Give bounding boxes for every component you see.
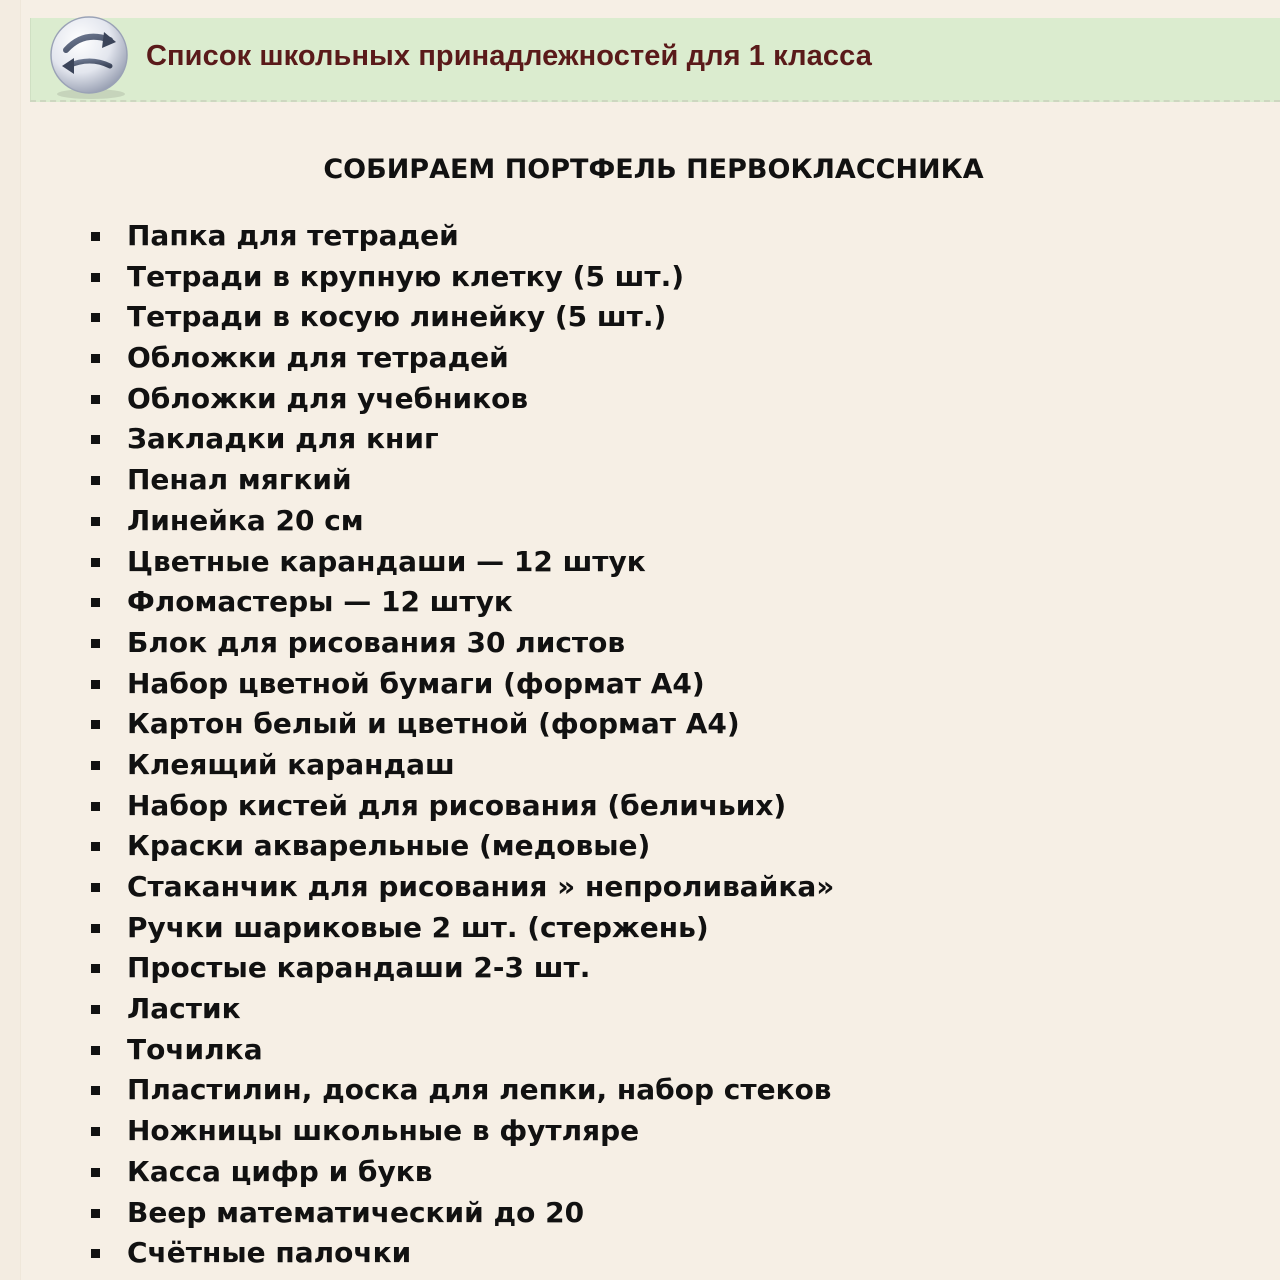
list-item <box>86 216 834 257</box>
list-item <box>86 989 834 1030</box>
supply-list <box>86 216 834 1274</box>
bullet-icon <box>91 435 100 444</box>
list-item <box>86 908 834 949</box>
list-item-label: Счётные палочки <box>127 1236 412 1270</box>
bullet-icon <box>91 1209 100 1218</box>
list-item-label: Ножницы школьные в футляре <box>127 1114 640 1148</box>
bullet-icon <box>91 598 100 607</box>
header-divider <box>30 100 1280 102</box>
list-item-label: Клеящий карандаш <box>127 747 455 781</box>
bullet-icon <box>91 273 100 282</box>
list-item-label: Обложки для тетрадей <box>127 341 509 375</box>
list-item-label: Блок для рисования 30 листов <box>127 625 626 659</box>
list-item <box>86 1070 834 1111</box>
bullet-icon <box>91 802 100 811</box>
list-item-label: Линейка 20 см <box>127 503 364 537</box>
list-item-label: Набор кистей для рисования (беличьих) <box>127 788 787 822</box>
list-item-label: Касса цифр и букв <box>127 1154 433 1188</box>
list-item-label: Пластилин, доска для лепки, набор стеков <box>127 1073 832 1107</box>
section-heading: СОБИРАЕМ ПОРТФЕЛЬ ПЕРВОКЛАССНИКА <box>323 154 984 185</box>
list-item <box>86 1152 834 1193</box>
bullet-icon <box>91 883 100 892</box>
list-item-label: Пенал мягкий <box>127 463 352 497</box>
list-item-label: Стаканчик для рисования » непроливайка» <box>127 870 835 903</box>
list-item-label: Закладки для книг <box>127 422 439 456</box>
list-item <box>86 297 834 338</box>
list-item <box>86 1111 834 1152</box>
page-left-margin <box>0 0 21 1280</box>
list-item-label: Набор цветной бумаги (формат А4) <box>127 666 705 700</box>
bullet-icon <box>91 313 100 322</box>
globe-arrow-icon <box>44 10 134 100</box>
page-title: Список школьных принадлежностей для 1 класса <box>146 40 872 72</box>
list-item <box>86 867 834 908</box>
list-item <box>86 542 834 583</box>
list-item-label: Фломастеры — 12 штук <box>127 585 513 619</box>
list-item <box>86 1193 834 1234</box>
list-item <box>86 338 834 379</box>
list-item <box>86 948 834 989</box>
list-item <box>86 704 834 745</box>
list-item <box>86 379 834 420</box>
list-item <box>86 419 834 460</box>
list-item-label: Цветные карандаши — 12 штук <box>127 544 646 578</box>
bullet-icon <box>91 1086 100 1095</box>
bullet-icon <box>91 1168 100 1177</box>
list-item <box>86 257 834 298</box>
list-item-label: Картон белый и цветной (формат А4) <box>127 707 740 741</box>
list-item <box>86 582 834 623</box>
list-item-label: Простые карандаши 2-3 шт. <box>127 951 591 985</box>
list-item-label: Веер математический до 20 <box>127 1195 585 1229</box>
bullet-icon <box>91 842 100 851</box>
list-item <box>86 1233 834 1274</box>
list-item-label: Краски акварельные (медовые) <box>127 829 651 863</box>
list-item-label: Точилка <box>127 1032 263 1066</box>
list-item <box>86 745 834 786</box>
list-item-label: Папка для тетрадей <box>127 219 459 252</box>
list-item <box>86 1030 834 1071</box>
bullet-icon <box>91 517 100 526</box>
bullet-icon <box>91 761 100 770</box>
bullet-icon <box>91 395 100 404</box>
list-item-label: Ластик <box>127 992 241 1026</box>
bullet-icon <box>91 1127 100 1136</box>
bullet-icon <box>91 680 100 689</box>
list-item <box>86 786 834 827</box>
bullet-icon <box>91 1249 100 1258</box>
list-item <box>86 623 834 664</box>
list-item-label: Тетради в косую линейку (5 шт.) <box>127 300 667 334</box>
bullet-icon <box>91 558 100 567</box>
list-item-label: Обложки для учебников <box>127 381 529 415</box>
bullet-icon <box>91 720 100 729</box>
bullet-icon <box>91 354 100 363</box>
list-item-label: Ручки шариковые 2 шт. (стержень) <box>127 910 709 944</box>
bullet-icon <box>91 639 100 648</box>
bullet-icon <box>91 1046 100 1055</box>
bullet-icon <box>91 232 100 241</box>
list-item <box>86 826 834 867</box>
bullet-icon <box>91 1005 100 1014</box>
list-item <box>86 501 834 542</box>
list-item <box>86 664 834 705</box>
bullet-icon <box>91 476 100 485</box>
list-item-label: Тетради в крупную клетку (5 шт.) <box>127 259 685 293</box>
bullet-icon <box>91 924 100 933</box>
list-item <box>86 460 834 501</box>
bullet-icon <box>91 964 100 973</box>
